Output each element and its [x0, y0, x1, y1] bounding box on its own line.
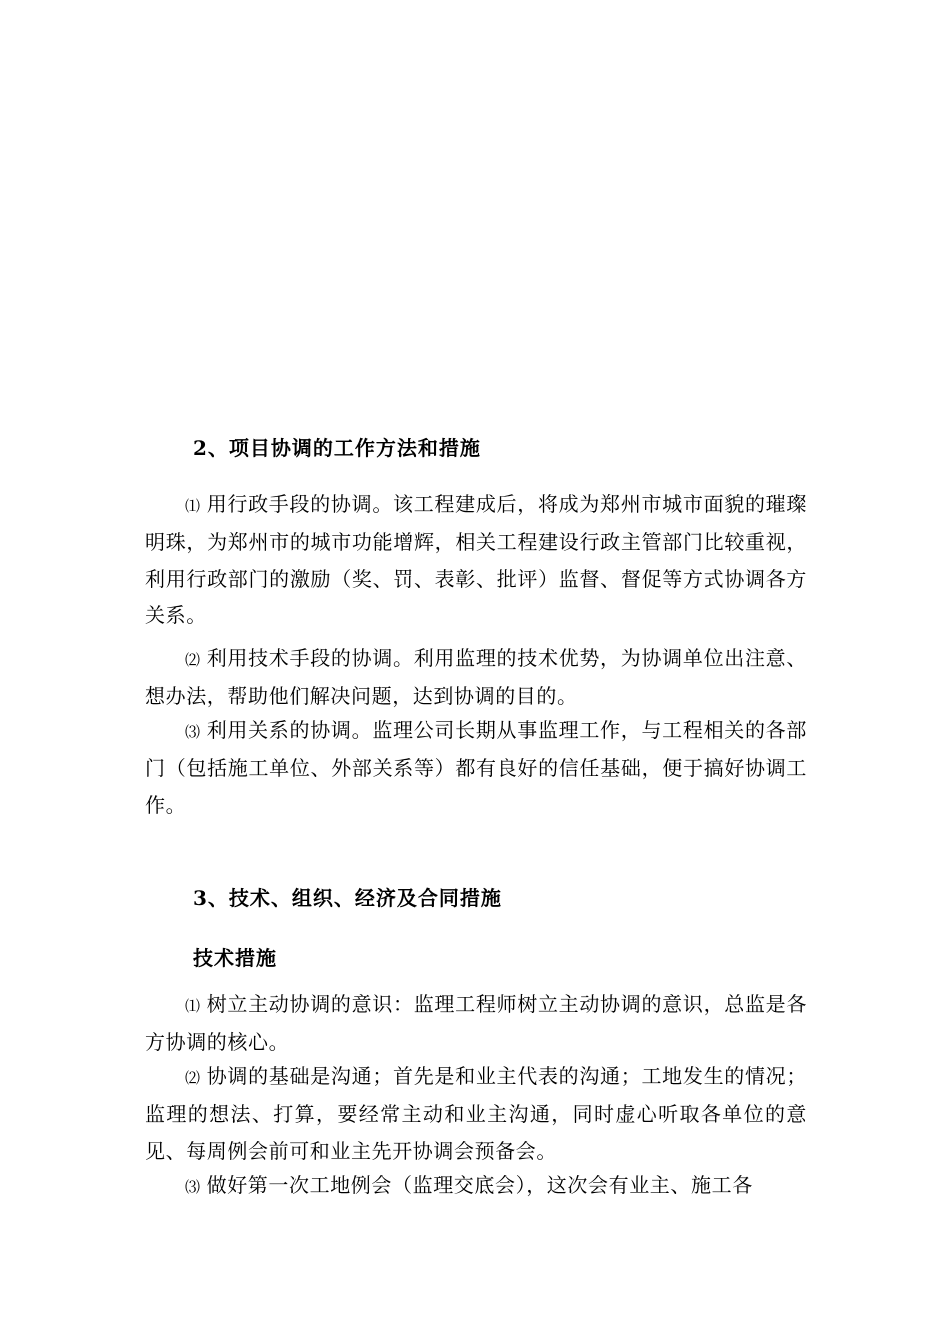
item-number: ⑴ [185, 497, 201, 515]
section-3-item-2 [145, 1058, 807, 1169]
section-2-item-2 [145, 640, 807, 715]
item-text: 利用关系的协调。监理公司长期从事监理工作，与工程相关的各部门（包括施工单位、外部关系等）都有良好的信任基础，便于搞好协调工作。 [145, 718, 807, 817]
section-2-item-3 [145, 712, 807, 823]
item-number: ⑵ [185, 1069, 201, 1087]
section-3-item-3 [145, 1167, 807, 1205]
item-text: 协调的基础是沟通；首先是和业主代表的沟通；工地发生的情况；监理的想法、打算，要经常主动和业主沟通，同时虚心听取各单位的意见、每周例会前可和业主先开协调会预备会。 [145, 1064, 807, 1163]
section-2-heading: 2、项目协调的工作方法和措施 [193, 436, 481, 460]
section-3-item-1 [145, 986, 807, 1061]
item-text: 做好第一次工地例会（监理交底会），这次会有业主、施工各 [206, 1173, 753, 1197]
item-number: ⑶ [185, 723, 201, 741]
item-number: ⑴ [185, 997, 201, 1015]
item-number: ⑶ [185, 1178, 201, 1196]
item-text: 树立主动协调的意识：监理工程师树立主动协调的意识，总监是各方协调的核心。 [145, 992, 807, 1055]
section-3-subheading: 技术措施 [193, 946, 277, 970]
item-text: 利用技术手段的协调。利用监理的技术优势，为协调单位出注意、想办法，帮助他们解决问题，达到协调的目的。 [145, 646, 807, 709]
item-text: 用行政手段的协调。该工程建成后，将成为郑州市城市面貌的璀璨明珠，为郑州市的城市功能增辉，相关工程建设行政主管部门比较重视，利用行政部门的激励（奖、罚、表彰、批评）监督、督促等方式协调各方关系。 [145, 492, 807, 628]
section-3-heading: 3、技术、组织、经济及合同措施 [193, 886, 502, 910]
section-2-item-1 [145, 486, 807, 634]
item-number: ⑵ [185, 651, 201, 669]
